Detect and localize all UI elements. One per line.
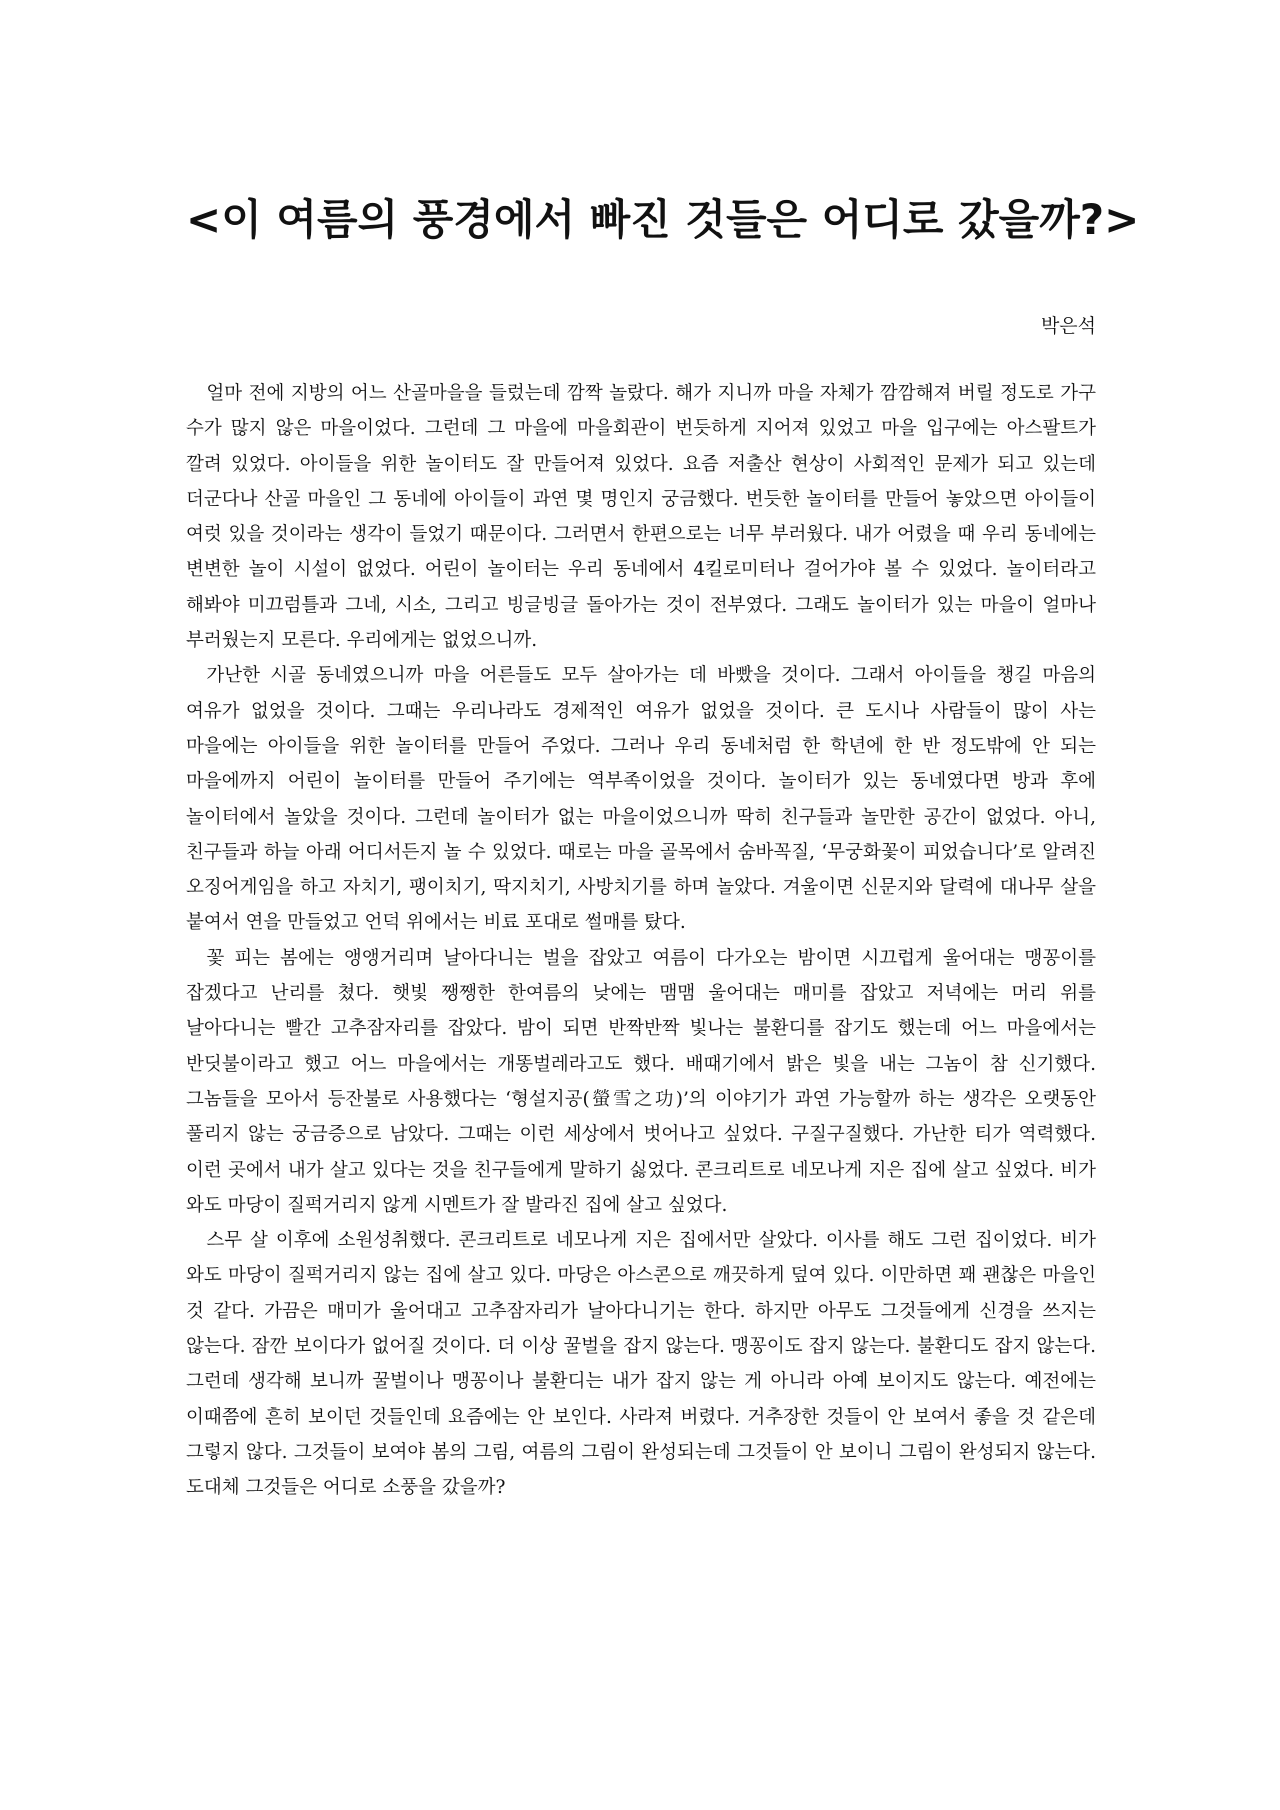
body-paragraph: 얼마 전에 지방의 어느 산골마을을 들렀는데 깜짝 놀랐다. 해가 지니까 마을 자체가 깜깜해져 버릴 정도로 가구 수가 많지 않은 마을이었다. 그런데 그 마을에 마을회관이 번듯하게 지어져 있었고 마을 입구에는 아스팔트가 깔려 있었다. 아이들을 위한 놀이터도 잘 만들어져 있었다. 요즘 저출산 현상이 사회적인 문제가 되고 있는데 더군다나 산골 마을인 그 동네에 아이들이 과연 몇 명인지 궁금했다. 번듯한 놀이터를 만들어 놓았으면 아이들이 여럿 있을 것이라는 생각이 들었기 때문이다. 그러면서 한편으로는 너무 부러웠다. 내가 어렸을 때 우리 동네에는 변변한 놀이 시설이 없었다. 어린이 놀이터는 우리 동네에서 4킬로미터나 걸어가야 볼 수 있었다. 놀이터라고 해봐야 미끄럼틀과 그네, 시소, 그리고 빙글빙글 돌아가는 것이 전부였다. 그래도 놀이터가 있는 마을이 얼마나 부러웠는지 모른다. 우리에게는 없었으니까. <box>186 383 1097 652</box>
body-paragraph: 가난한 시골 동네였으니까 마을 어른들도 모두 살아가는 데 바빴을 것이다. 그래서 아이들을 챙길 마음의 여유가 없었을 것이다. 그때는 우리나라도 경제적인 여유가 없었을 것이다. 큰 도시나 사람들이 많이 사는 마을에는 아이들을 위한 놀이터를 만들어 주었다. 그러나 우리 동네처럼 한 학년에 한 반 정도밖에 안 되는 마을에까지 어린이 놀이터를 만들어 주기에는 역부족이었을 것이다. 놀이터가 있는 동네였다면 방과 후에 놀이터에서 놀았을 것이다. 그런데 놀이터가 없는 마을이었으니까 딱히 친구들과 놀만한 공간이 없었다. 아니, 친구들과 하늘 아래 어디서든지 놀 수 있었다. 때로는 마을 골목에서 숨바꼭질, ‘무궁화꽃이 피었습니다’로 알려진 오징어게임을 하고 자치기, 팽이치기, 딱지치기, 사방치기를 하며 놀았다. 겨울이면 신문지와 달력에 대나무 살을 붙여서 연을 만들었고 언덕 위에서는 비료 포대로 썰매를 탔다. <box>186 665 1096 934</box>
author-name: 박은석 <box>1040 315 1096 337</box>
body-paragraph: 꽃 피는 봄에는 앵앵거리며 날아다니는 벌을 잡았고 여름이 다가오는 밤이면 시끄럽게 울어대는 맹꽁이를 잡겠다고 난리를 쳤다. 햇빛 쨍쨍한 한여름의 낮에는 맴맴 울어대는 매미를 잡았고 저녁에는 머리 위를 날아다니는 빨간 고추잠자리를 잡았다. 밤이 되면 반짝반짝 빛나는 불환디를 잡기도 했는데 어느 마을에서는 반딧불이라고 했고 어느 마을에서는 개똥벌레라고도 했다. 배때기에서 밝은 빛을 내는 그놈이 참 신기했다. 그놈들을 모아서 등잔불로 사용했다는 ‘형설지공(螢雪之功)’의 이야기가 과연 가능할까 하는 생각은 오랫동안 풀리지 않는 궁금증으로 남았다. 그때는 이런 세상에서 벗어나고 싶었다. 구질구질했다. 가난한 티가 역력했다. 이런 곳에서 내가 살고 있다는 것을 친구들에게 말하기 싫었다. 콘크리트로 네모나게 지은 집에 살고 싶었다. 비가 와도 마당이 질퍽거리지 않게 시멘트가 잘 발라진 집에 살고 싶었다. <box>186 947 1096 1216</box>
essay-title: <이 여름의 풍경에서 빠진 것들은 어디로 갔을까?> <box>186 195 1140 244</box>
essay-body <box>186 376 1096 1506</box>
body-paragraph: 스무 살 이후에 소원성취했다. 콘크리트로 네모나게 지은 집에서만 살았다. 이사를 해도 그런 집이었다. 비가 와도 마당이 질퍽거리지 않는 집에 살고 있다. 마당은 아스콘으로 깨끗하게 덮여 있다. 이만하면 꽤 괜찮은 마을인 것 같다. 가끔은 매미가 울어대고 고추잠자리가 날아다니기는 한다. 하지만 아무도 그것들에게 신경을 쓰지는 않는다. 잠깐 보이다가 없어질 것이다. 더 이상 꿀벌을 잡지 않는다. 맹꽁이도 잡지 않는다. 불환디도 잡지 않는다. 그런데 생각해 보니까 꿀벌이나 맹꽁이나 불환디는 내가 잡지 않는 게 아니라 아예 보이지도 않는다. 예전에는 이때쯤에 흔히 보이던 것들인데 요즘에는 안 보인다. 사라져 버렸다. 거추장한 것들이 안 보여서 좋을 것 같은데 그렇지 않다. 그것들이 보여야 봄의 그림, 여름의 그림이 완성되는데 그것들이 안 보이니 그림이 완성되지 않는다. 도대체 그것들은 어디로 소풍을 갔을까? <box>186 1230 1096 1499</box>
